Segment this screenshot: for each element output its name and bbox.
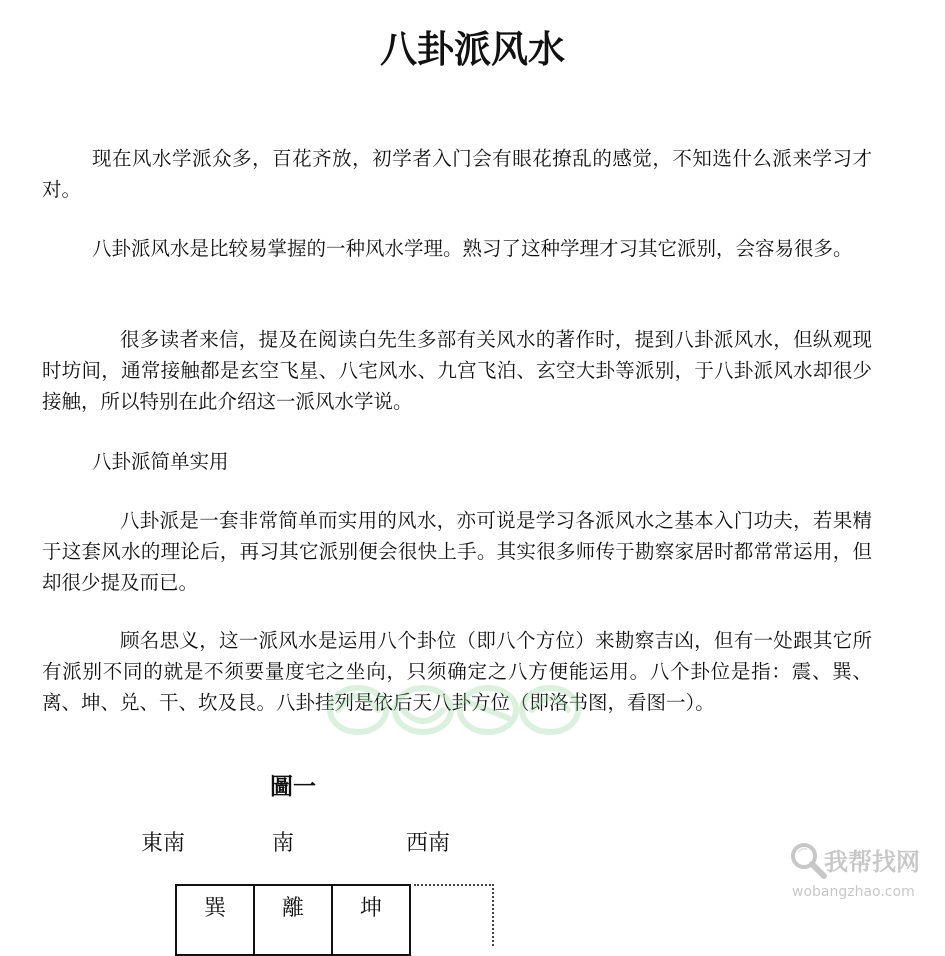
figure-label: 圖一 bbox=[270, 774, 316, 800]
trigram-cell-li: 離 bbox=[254, 885, 332, 955]
direction-southwest: 西南 bbox=[406, 831, 451, 856]
watermark-brand: 我帮找网 bbox=[824, 848, 920, 876]
trigram-cell-xun: 巽 bbox=[176, 885, 254, 955]
paragraph-eight-trigrams: 顾名思义，这一派风水是运用八个卦位（即八个方位）来勘察吉凶，但有一处跟其它所有派别不同的就是不须要量度宅之坐向，只须确定之八方便能运用。八个卦位是指：震、巽、离、坤、兑、干、坎及艮。八卦挂列是依后天八卦方位（即洛书图，看图一）。 bbox=[42, 629, 872, 714]
direction-southeast: 東南 bbox=[141, 831, 186, 856]
watermark-url: wobangzhao.com bbox=[792, 884, 915, 900]
paragraph-bagua-easy: 八卦派风水是比较易掌握的一种风水学理。熟习了这种学理才习其它派别，会容易很多。 bbox=[92, 237, 853, 260]
document-title: 八卦派风水 bbox=[380, 27, 565, 71]
paragraph-reader-letters: 很多读者来信，提及在阅读白先生多部有关风水的著作时，提到八卦派风水，但纵观现时坊间，通常接触都是玄空飞星、八宅风水、九宫飞泊、玄空大卦等派别，于八卦派风水却很少接触，所以特别在此介绍这一派风水学说。 bbox=[42, 328, 872, 413]
direction-south: 南 bbox=[272, 831, 295, 856]
watermark-logo-center bbox=[318, 672, 588, 742]
bagua-grid bbox=[175, 884, 411, 956]
magnifier-icon bbox=[788, 840, 828, 880]
paragraph-intro: 现在风水学派众多，百花齐放，初学者入门会有眼花撩乱的感觉，不知选什么派来学习才对。 bbox=[42, 147, 872, 201]
paragraph-simple-practical: 八卦派是一套非常简单而实用的风水，亦可说是学习各派风水之基本入门功夫，若果精于这套风水的理论后，再习其它派别便会很快上手。其实很多师传于勘察家居时都常常运用，但却很少提及而已。 bbox=[42, 509, 872, 594]
dotted-frame bbox=[414, 884, 494, 946]
section-heading-simple-practical: 八卦派简单实用 bbox=[92, 450, 229, 473]
bagua-row-top bbox=[176, 885, 410, 955]
watermark-corner bbox=[784, 836, 944, 914]
trigram-cell-kun: 坤 bbox=[332, 885, 410, 955]
